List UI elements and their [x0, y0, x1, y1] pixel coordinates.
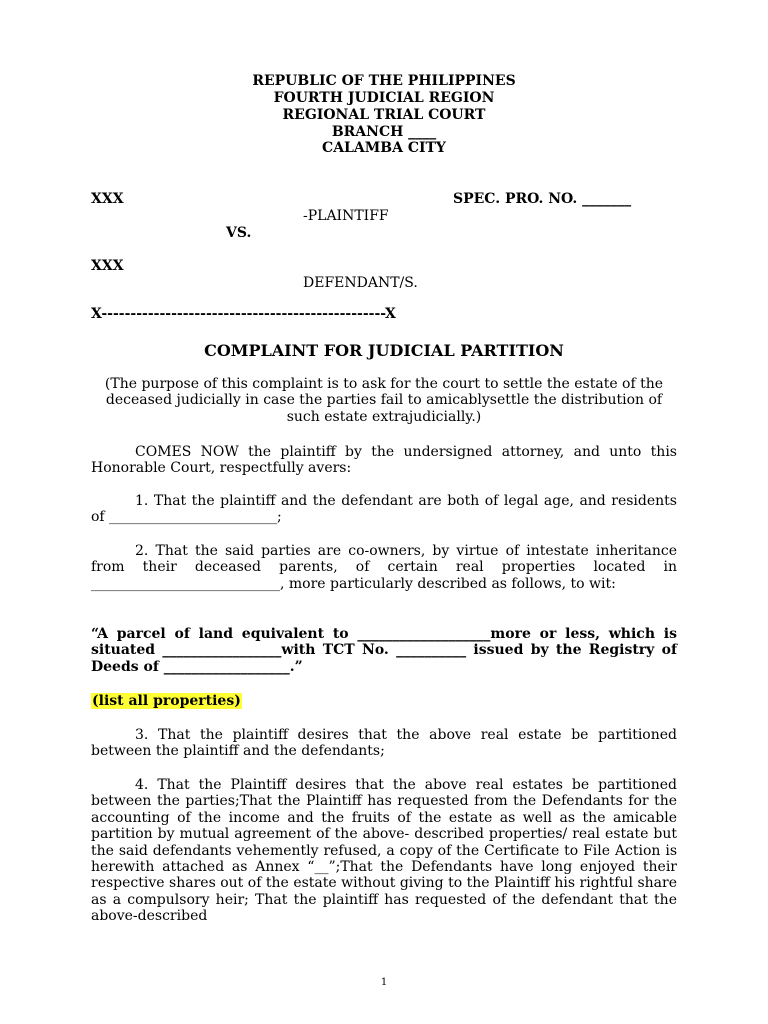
defendant-name: XXX	[91, 258, 124, 274]
paragraph-3: 3. That the plaintiff desires that the above real estate be partitioned between the plaintiff and the defendants;	[91, 727, 677, 760]
header-republic: REPUBLIC OF THE PHILIPPINES	[252, 73, 516, 89]
plaintiff-role: -PLAINTIFF	[303, 208, 389, 224]
header-city: CALAMBA CITY	[322, 140, 446, 156]
header-region: FOURTH JUDICIAL REGION	[273, 90, 495, 106]
header-branch: BRANCH ____	[331, 124, 437, 140]
defendant-role: DEFENDANT/S.	[303, 275, 418, 291]
paragraph-1: 1. That the plaintiff and the defendant are both of legal age, and residents of ________________________;	[91, 493, 677, 526]
purpose-note: (The purpose of this complaint is to ask for the court to settle the estate of the deceased judicially in case the parties fail to amicablysettle the distribution of such estate extrajudicially.)	[104, 376, 664, 425]
versus-label: VS.	[226, 225, 252, 241]
page-number: 1	[380, 977, 388, 988]
paragraph-4: 4. That the Plaintiff desires that the above real estates be partitioned between the parties;That the Plaintiff has requested from the Defendants for the accounting of the income and the fruits of the estate as well as the amicable partition by mutual agreement of the above- described properties/ real estate but the said defendants vehemently refused, a copy of the Certificate to File Action is herewith attached as Annex “__”;That the Defendants have long enjoyed their respective shares out of the estate without giving to the Plaintiff his rightful share as a compulsory heir; That the plaintiff has requested of the defendant that the above-described	[91, 777, 677, 925]
highlighted-note: (list all properties)	[92, 693, 241, 709]
caption-separator: X-------------------------------------------------X	[91, 306, 396, 322]
paragraph-2: 2. That the said parties are co-owners, by virtue of intestate inheritance from their deceased parents, of certain real properties located in ___________________________, more particularly described as follows, to wit:	[91, 543, 677, 592]
document-title: COMPLAINT FOR JUDICIAL PARTITION	[204, 341, 564, 360]
intro-paragraph: COMES NOW the plaintiff by the undersigned attorney, and unto this Honorable Court, respectfully avers:	[91, 444, 677, 477]
case-number: SPEC. PRO. NO. _______	[453, 191, 632, 207]
plaintiff-name: XXX	[91, 191, 124, 207]
header-court: REGIONAL TRIAL COURT	[282, 107, 486, 123]
property-description: “A parcel of land equivalent to ___________________more or less, which is situated _________________with TCT No. __________ issued by the Registry of Deeds of __________________.”	[91, 626, 677, 675]
list-properties-note	[91, 693, 242, 709]
